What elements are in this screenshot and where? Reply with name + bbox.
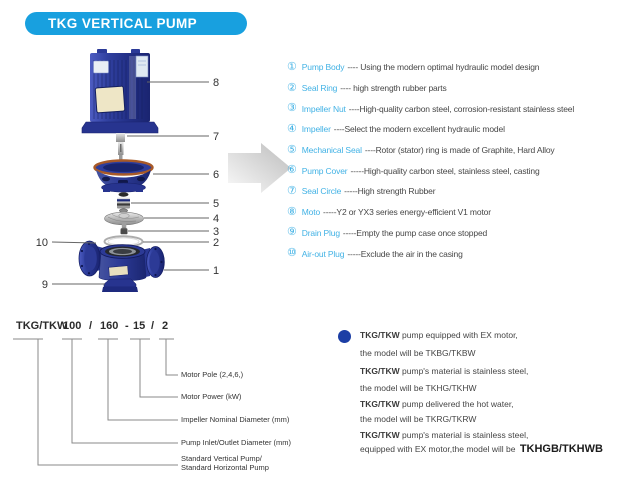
- bullet-icon: [338, 330, 351, 343]
- part-name: Pump Body: [301, 62, 345, 73]
- note-text: the model will be TKHG/TKHW: [360, 383, 477, 393]
- page-title-banner: [25, 12, 247, 35]
- note-line: [360, 414, 476, 424]
- motor-shaft: [116, 133, 125, 162]
- part-description: ----Rotor (stator) ring is made of Graphite, Hard Alloy: [364, 145, 555, 156]
- model-code-separator: /: [89, 320, 93, 332]
- part-list-item: [287, 78, 617, 99]
- model-label-standard-line1: Standard Vertical Pump/: [181, 454, 262, 463]
- note-text: the model will be TKRG/TKRW: [360, 414, 477, 424]
- note-text: pump equipped with EX motor,: [399, 330, 518, 340]
- motor-terminal-label: [136, 56, 148, 77]
- part-name: Seal Ring: [301, 83, 338, 94]
- note-line: [360, 443, 603, 455]
- part-name: Pump Cover: [301, 165, 348, 176]
- model-code-separator: /: [151, 320, 155, 332]
- part-name: Mechanical Seal: [301, 145, 362, 156]
- model-label-standard: [181, 455, 269, 472]
- right-arrow-icon: [228, 143, 291, 193]
- part-list-item: [287, 119, 617, 140]
- part-name: Air-out Plug: [301, 248, 345, 259]
- page-title: TKG VERTICAL PUMP: [48, 16, 198, 31]
- part-list-item: [287, 243, 617, 264]
- part-list-item: [287, 223, 617, 244]
- motor-name-plate: [94, 61, 109, 73]
- part-description: ---- Using the modern optimal hydraulic model design: [347, 62, 540, 73]
- callout-number-4: 4: [213, 213, 220, 225]
- impeller-nut: [121, 228, 128, 235]
- note-line: [360, 348, 476, 358]
- callout-number-10: 10: [35, 237, 48, 249]
- part-list-item: [287, 181, 617, 202]
- callout-number-3: 3: [213, 226, 220, 238]
- model-label-inlet-outlet: Pump Inlet/Outlet Diameter (mm): [181, 438, 292, 447]
- note-text: pump's material is stainless steel,: [399, 366, 529, 376]
- model-label-impeller-dia: Impeller Nominal Diameter (mm): [181, 415, 290, 424]
- impeller: [105, 212, 144, 229]
- part-description: ---- high strength rubber parts: [340, 83, 447, 94]
- note-line: [360, 330, 518, 340]
- mechanical-seal: [117, 192, 130, 212]
- part-description: -----High-quality carbon steel, stainless steel, casting: [350, 165, 540, 176]
- model-code-pole: 2: [162, 320, 169, 332]
- body-name-plate: [109, 266, 129, 277]
- note-line: [360, 383, 477, 393]
- callout-number-5: 5: [213, 198, 220, 210]
- drain-foot: [104, 279, 136, 287]
- part-description: -----Empty the pump case once stopped: [342, 227, 488, 238]
- pump-exploded-diagram: [0, 40, 300, 310]
- circled-number-icon: ⑧: [287, 205, 297, 218]
- part-list-item: [287, 202, 617, 223]
- model-label-standard-line2: Standard Horizontal Pump: [181, 462, 269, 472]
- model-code-inlet: 100: [63, 320, 82, 332]
- part-name: Impeller Nut: [301, 103, 346, 114]
- part-name: Seal Circle: [301, 186, 342, 197]
- part-list-item: [287, 98, 617, 119]
- model-label-motor-pole: Motor Pole (2,4,6,): [181, 370, 244, 379]
- model-label-motor-power: Motor Power (kW): [181, 392, 242, 401]
- callout-number-6: 6: [213, 169, 220, 181]
- note-highlight-model: TKHGB/TKHWB: [519, 443, 603, 455]
- circled-number-icon: ③: [287, 102, 297, 115]
- part-name: Impeller: [301, 124, 331, 135]
- model-code-power: 15: [133, 320, 146, 332]
- callout-number-1: 1: [213, 265, 220, 277]
- motor: [82, 49, 158, 133]
- part-list-item: [287, 140, 617, 161]
- part-list-item: [287, 57, 617, 78]
- note-model-prefix: TKG/TKW: [360, 399, 400, 409]
- part-description: ----High-quality carbon steel, corrosion-resistant stainless steel: [348, 103, 575, 114]
- part-list-item: [287, 160, 617, 181]
- circled-number-icon: ②: [287, 81, 297, 94]
- circled-number-icon: ⑥: [287, 164, 297, 177]
- circled-number-icon: ④: [287, 122, 297, 135]
- note-line: [360, 430, 528, 440]
- model-code-separator: -: [125, 320, 129, 332]
- part-description: -----Y2 or YX3 series energy-efficient V1 motor: [323, 207, 491, 218]
- callout-number-2: 2: [213, 237, 220, 249]
- note-model-prefix: TKG/TKW: [360, 430, 400, 440]
- note-text: the model will be TKBG/TKBW: [360, 348, 476, 358]
- circled-number-icon: ⑨: [287, 226, 297, 239]
- note-text: pump delivered the hot water,: [399, 399, 514, 409]
- callout-number-9: 9: [41, 279, 48, 291]
- callout-number-7: 7: [213, 131, 220, 143]
- note-model-prefix: TKG/TKW: [360, 330, 400, 340]
- note-text: equipped with EX motor,the model will be: [360, 444, 518, 454]
- part-name: Moto: [301, 207, 321, 218]
- motor-sticker: [95, 86, 125, 113]
- model-code-series: TKG/TKW: [16, 320, 68, 332]
- part-description: -----High strength Rubber: [344, 186, 436, 197]
- note-model-prefix: TKG/TKW: [360, 366, 400, 376]
- pump-cover: [95, 161, 153, 193]
- parts-list: [287, 57, 617, 264]
- note-text: pump's material is stainless steel,: [399, 430, 529, 440]
- circled-number-icon: ⑤: [287, 143, 297, 156]
- model-code-impeller: 160: [100, 320, 119, 332]
- circled-number-icon: ⑦: [287, 184, 297, 197]
- part-description: -----Exclude the air in the casing: [347, 248, 463, 259]
- circled-number-icon: ⑩: [287, 247, 297, 260]
- note-line: [360, 366, 528, 376]
- part-name: Drain Plug: [301, 227, 340, 238]
- note-line: [360, 399, 514, 409]
- part-description: ----Select the modern excellent hydraulic model: [333, 124, 505, 135]
- circled-number-icon: ①: [287, 60, 297, 73]
- callout-number-8: 8: [213, 77, 220, 89]
